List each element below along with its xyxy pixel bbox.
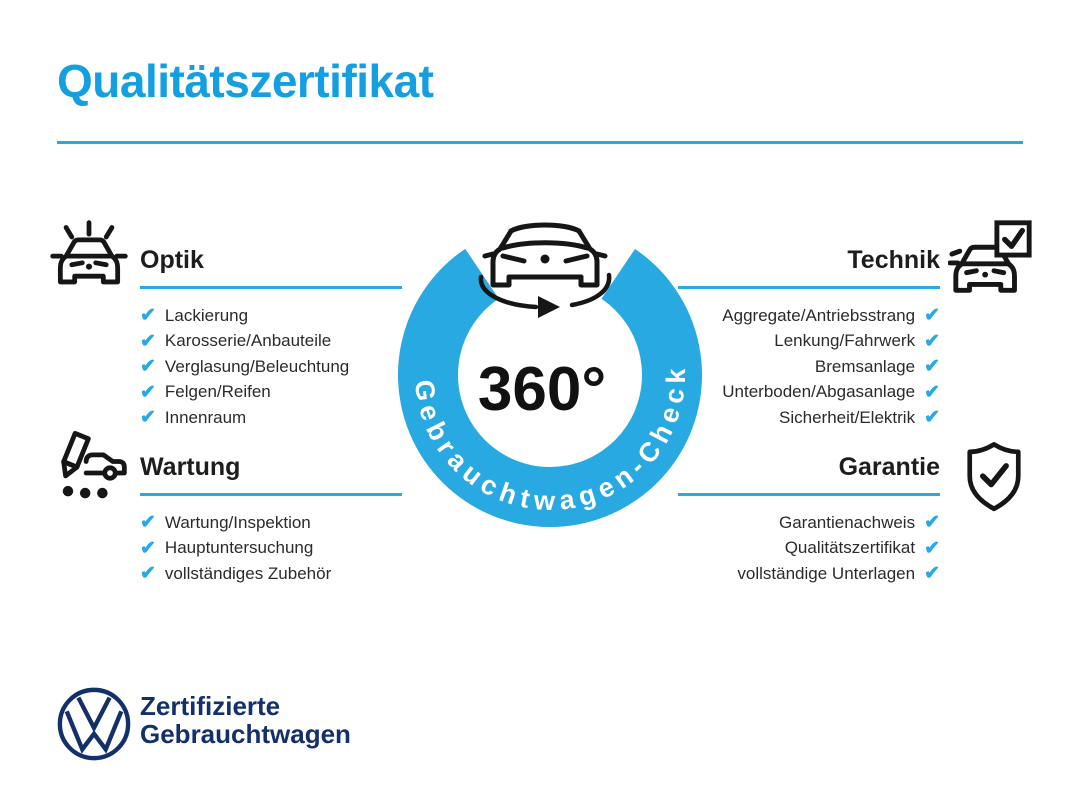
section-underline <box>140 493 402 496</box>
section-technik <box>678 246 940 431</box>
car-checkbox-icon <box>948 214 1036 302</box>
footer-claim-line2: Gebrauchtwagen <box>140 719 351 749</box>
footer-claim <box>140 692 351 748</box>
checklist-item-label: Karosserie/Anbauteile <box>164 331 332 351</box>
page-title: Qualitätszertifikat <box>57 55 434 107</box>
checklist-item-label: Sicherheit/Elektrik <box>779 407 916 427</box>
checklist-item <box>140 405 402 431</box>
shield-check-icon <box>952 436 1036 520</box>
footer-claim-line1: Zertifizierte <box>140 691 281 721</box>
section-title: Optik <box>140 246 204 274</box>
check-icon: ✔ <box>924 381 940 403</box>
degree-value: 360° <box>477 355 607 424</box>
checklist-item <box>140 303 402 329</box>
checklist-item <box>140 354 402 380</box>
checklist-item <box>140 536 402 562</box>
checklist-item-label: Garantienachweis <box>779 512 916 532</box>
360-check-badge <box>390 215 710 535</box>
section-underline <box>678 493 940 496</box>
checklist-item <box>140 561 402 587</box>
checklist-item-label: vollständige Unterlagen <box>737 563 916 583</box>
checklist-item-label: Lackierung <box>164 305 249 325</box>
checklist-item <box>140 380 402 406</box>
section-garantie <box>678 453 940 587</box>
checklist-item-label: Qualitätszertifikat <box>784 538 916 558</box>
check-icon: ✔ <box>924 407 940 429</box>
checklist-item <box>678 561 940 587</box>
section-underline <box>140 286 402 289</box>
check-icon: ✔ <box>924 512 940 534</box>
check-icon: ✔ <box>140 512 156 534</box>
section-optik <box>140 246 402 431</box>
checklist-item <box>678 303 940 329</box>
title-divider <box>57 141 1023 144</box>
check-icon: ✔ <box>924 330 940 352</box>
checklist-item-label: Lenkung/Fahrwerk <box>774 331 916 351</box>
checklist-item-label: Hauptuntersuchung <box>164 538 314 558</box>
check-icon: ✔ <box>924 305 940 327</box>
checklist-item-label: Aggregate/Antriebsstrang <box>722 305 916 325</box>
car-rotation-icon <box>481 225 609 307</box>
check-icon: ✔ <box>924 537 940 559</box>
checklist-item <box>678 405 940 431</box>
vw-logo <box>55 685 133 763</box>
check-icon: ✔ <box>924 563 940 585</box>
car-shine-icon <box>46 216 132 302</box>
checklist-item <box>678 329 940 355</box>
checklist-item <box>140 510 402 536</box>
check-icon: ✔ <box>140 537 156 559</box>
checklist-item-label: Unterboden/Abgasanlage <box>722 382 916 402</box>
checklist-item-label: Innenraum <box>164 407 247 427</box>
checklist-item-label: Felgen/Reifen <box>164 382 271 402</box>
section-title: Garantie <box>838 453 940 481</box>
checklist-item <box>678 510 940 536</box>
checklist-item-label: Bremsanlage <box>814 356 916 376</box>
section-underline <box>678 286 940 289</box>
checklist-item <box>678 354 940 380</box>
check-icon: ✔ <box>140 381 156 403</box>
checklist-item-label: Wartung/Inspektion <box>164 512 311 532</box>
checklist-item <box>678 380 940 406</box>
check-icon: ✔ <box>140 356 156 378</box>
section-wartung <box>140 453 402 587</box>
rotation-arrowhead <box>538 296 560 318</box>
checklist-item <box>678 536 940 562</box>
check-icon: ✔ <box>140 407 156 429</box>
section-title: Technik <box>847 246 940 274</box>
ring-label: Gebrauchtwagen-Check <box>408 367 692 517</box>
check-icon: ✔ <box>924 356 940 378</box>
check-icon: ✔ <box>140 305 156 327</box>
pencil-car-checklist-icon <box>46 430 132 516</box>
checklist-item <box>140 329 402 355</box>
checklist-item-label: Verglasung/Beleuchtung <box>164 356 350 376</box>
check-icon: ✔ <box>140 330 156 352</box>
checklist-item-label: vollständiges Zubehör <box>164 563 332 583</box>
section-title: Wartung <box>140 453 241 481</box>
check-icon: ✔ <box>140 563 156 585</box>
